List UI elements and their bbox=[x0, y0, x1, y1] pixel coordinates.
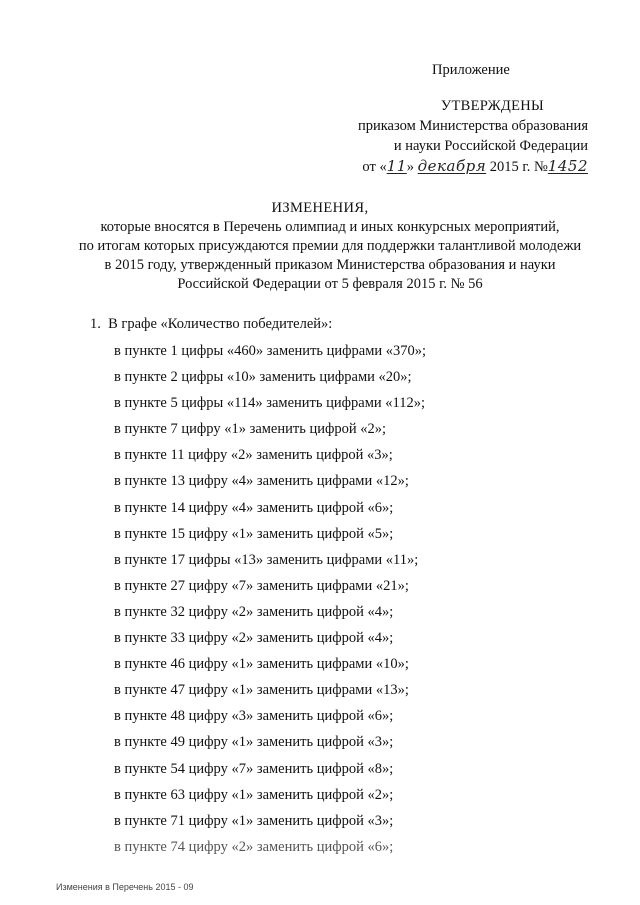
list-item: в пункте 32 цифру «2» заменить цифрой «4»; bbox=[114, 603, 394, 620]
list-item: в пункте 71 цифру «1» заменить цифрой «3»; bbox=[114, 812, 394, 829]
list-item: в пункте 27 цифру «7» заменить цифрами «21»; bbox=[114, 577, 409, 594]
list-item: в пункте 11 цифру «2» заменить цифрой «3»; bbox=[114, 447, 393, 464]
intro-line: в 2015 году, утвержденный приказом Министерства образования и науки bbox=[104, 257, 556, 273]
list-item: в пункте 33 цифру «2» заменить цифрой «4»; bbox=[114, 630, 394, 647]
list-item: в пункте 47 цифру «1» заменить цифрами «13»; bbox=[114, 682, 409, 699]
section-heading bbox=[90, 316, 332, 333]
handwritten-month: декабря bbox=[417, 157, 487, 175]
document-title: ИЗМЕНЕНИЯ, bbox=[271, 200, 369, 216]
list-item: в пункте 48 цифру «3» заменить цифрой «6»; bbox=[114, 708, 394, 725]
date-year: 2015 г. № bbox=[489, 159, 548, 175]
list-item: в пункте 15 цифру «1» заменить цифрой «5»; bbox=[114, 525, 394, 542]
list-item: в пункте 5 цифры «114» заменить цифрами «112»; bbox=[114, 395, 426, 412]
order-date-line bbox=[320, 156, 588, 177]
list-item: в пункте 14 цифру «4» заменить цифрой «6»; bbox=[114, 499, 394, 516]
list-item: в пункте 74 цифру «2» заменить цифрой «6»; bbox=[114, 838, 394, 855]
intro-line: Российской Федерации от 5 февраля 2015 г. № 56 bbox=[177, 276, 483, 292]
date-prefix: от « bbox=[362, 159, 387, 175]
list-item: в пункте 46 цифру «1» заменить цифрами «10»; bbox=[114, 656, 409, 673]
intro-line: по итогам которых присуждаются премии для поддержки талантливой молодежи bbox=[78, 238, 582, 254]
list-item: в пункте 63 цифру «1» заменить цифрой «2»; bbox=[114, 786, 394, 803]
date-mid: » bbox=[406, 159, 415, 175]
appendix-label: Приложение bbox=[432, 62, 510, 78]
approved-heading: УТВЕРЖДЕНЫ bbox=[440, 98, 544, 114]
list-item: в пункте 17 цифры «13» заменить цифрами «11»; bbox=[114, 551, 419, 568]
section-number: 1. bbox=[90, 316, 101, 332]
list-item: в пункте 49 цифру «1» заменить цифрой «3»; bbox=[114, 734, 394, 751]
list-item: в пункте 2 цифры «10» заменить цифрами «20»; bbox=[114, 369, 412, 386]
handwritten-order-number: 1452 bbox=[547, 157, 588, 175]
page-footer: Изменения в Перечень 2015 - 09 bbox=[56, 882, 194, 892]
list-item: в пункте 1 цифры «460» заменить цифрами «370»; bbox=[114, 343, 427, 359]
order-issuer-line-2: и науки Российской Федерации bbox=[393, 138, 588, 154]
list-item: в пункте 7 цифру «1» заменить цифрой «2»; bbox=[114, 421, 387, 438]
changes-list bbox=[114, 341, 426, 863]
approval-block bbox=[320, 96, 588, 177]
list-item: в пункте 13 цифру «4» заменить цифрами «12»; bbox=[114, 473, 409, 490]
order-issuer-line-1: приказом Министерства образования bbox=[357, 118, 588, 134]
document-intro bbox=[40, 218, 620, 294]
section-heading-text: В графе «Количество победителей»: bbox=[108, 316, 333, 332]
list-item: в пункте 54 цифру «7» заменить цифрой «8»; bbox=[114, 760, 394, 777]
handwritten-day: 11 bbox=[386, 157, 407, 175]
intro-line: которые вносятся в Перечень олимпиад и иных конкурсных мероприятий, bbox=[100, 219, 560, 235]
